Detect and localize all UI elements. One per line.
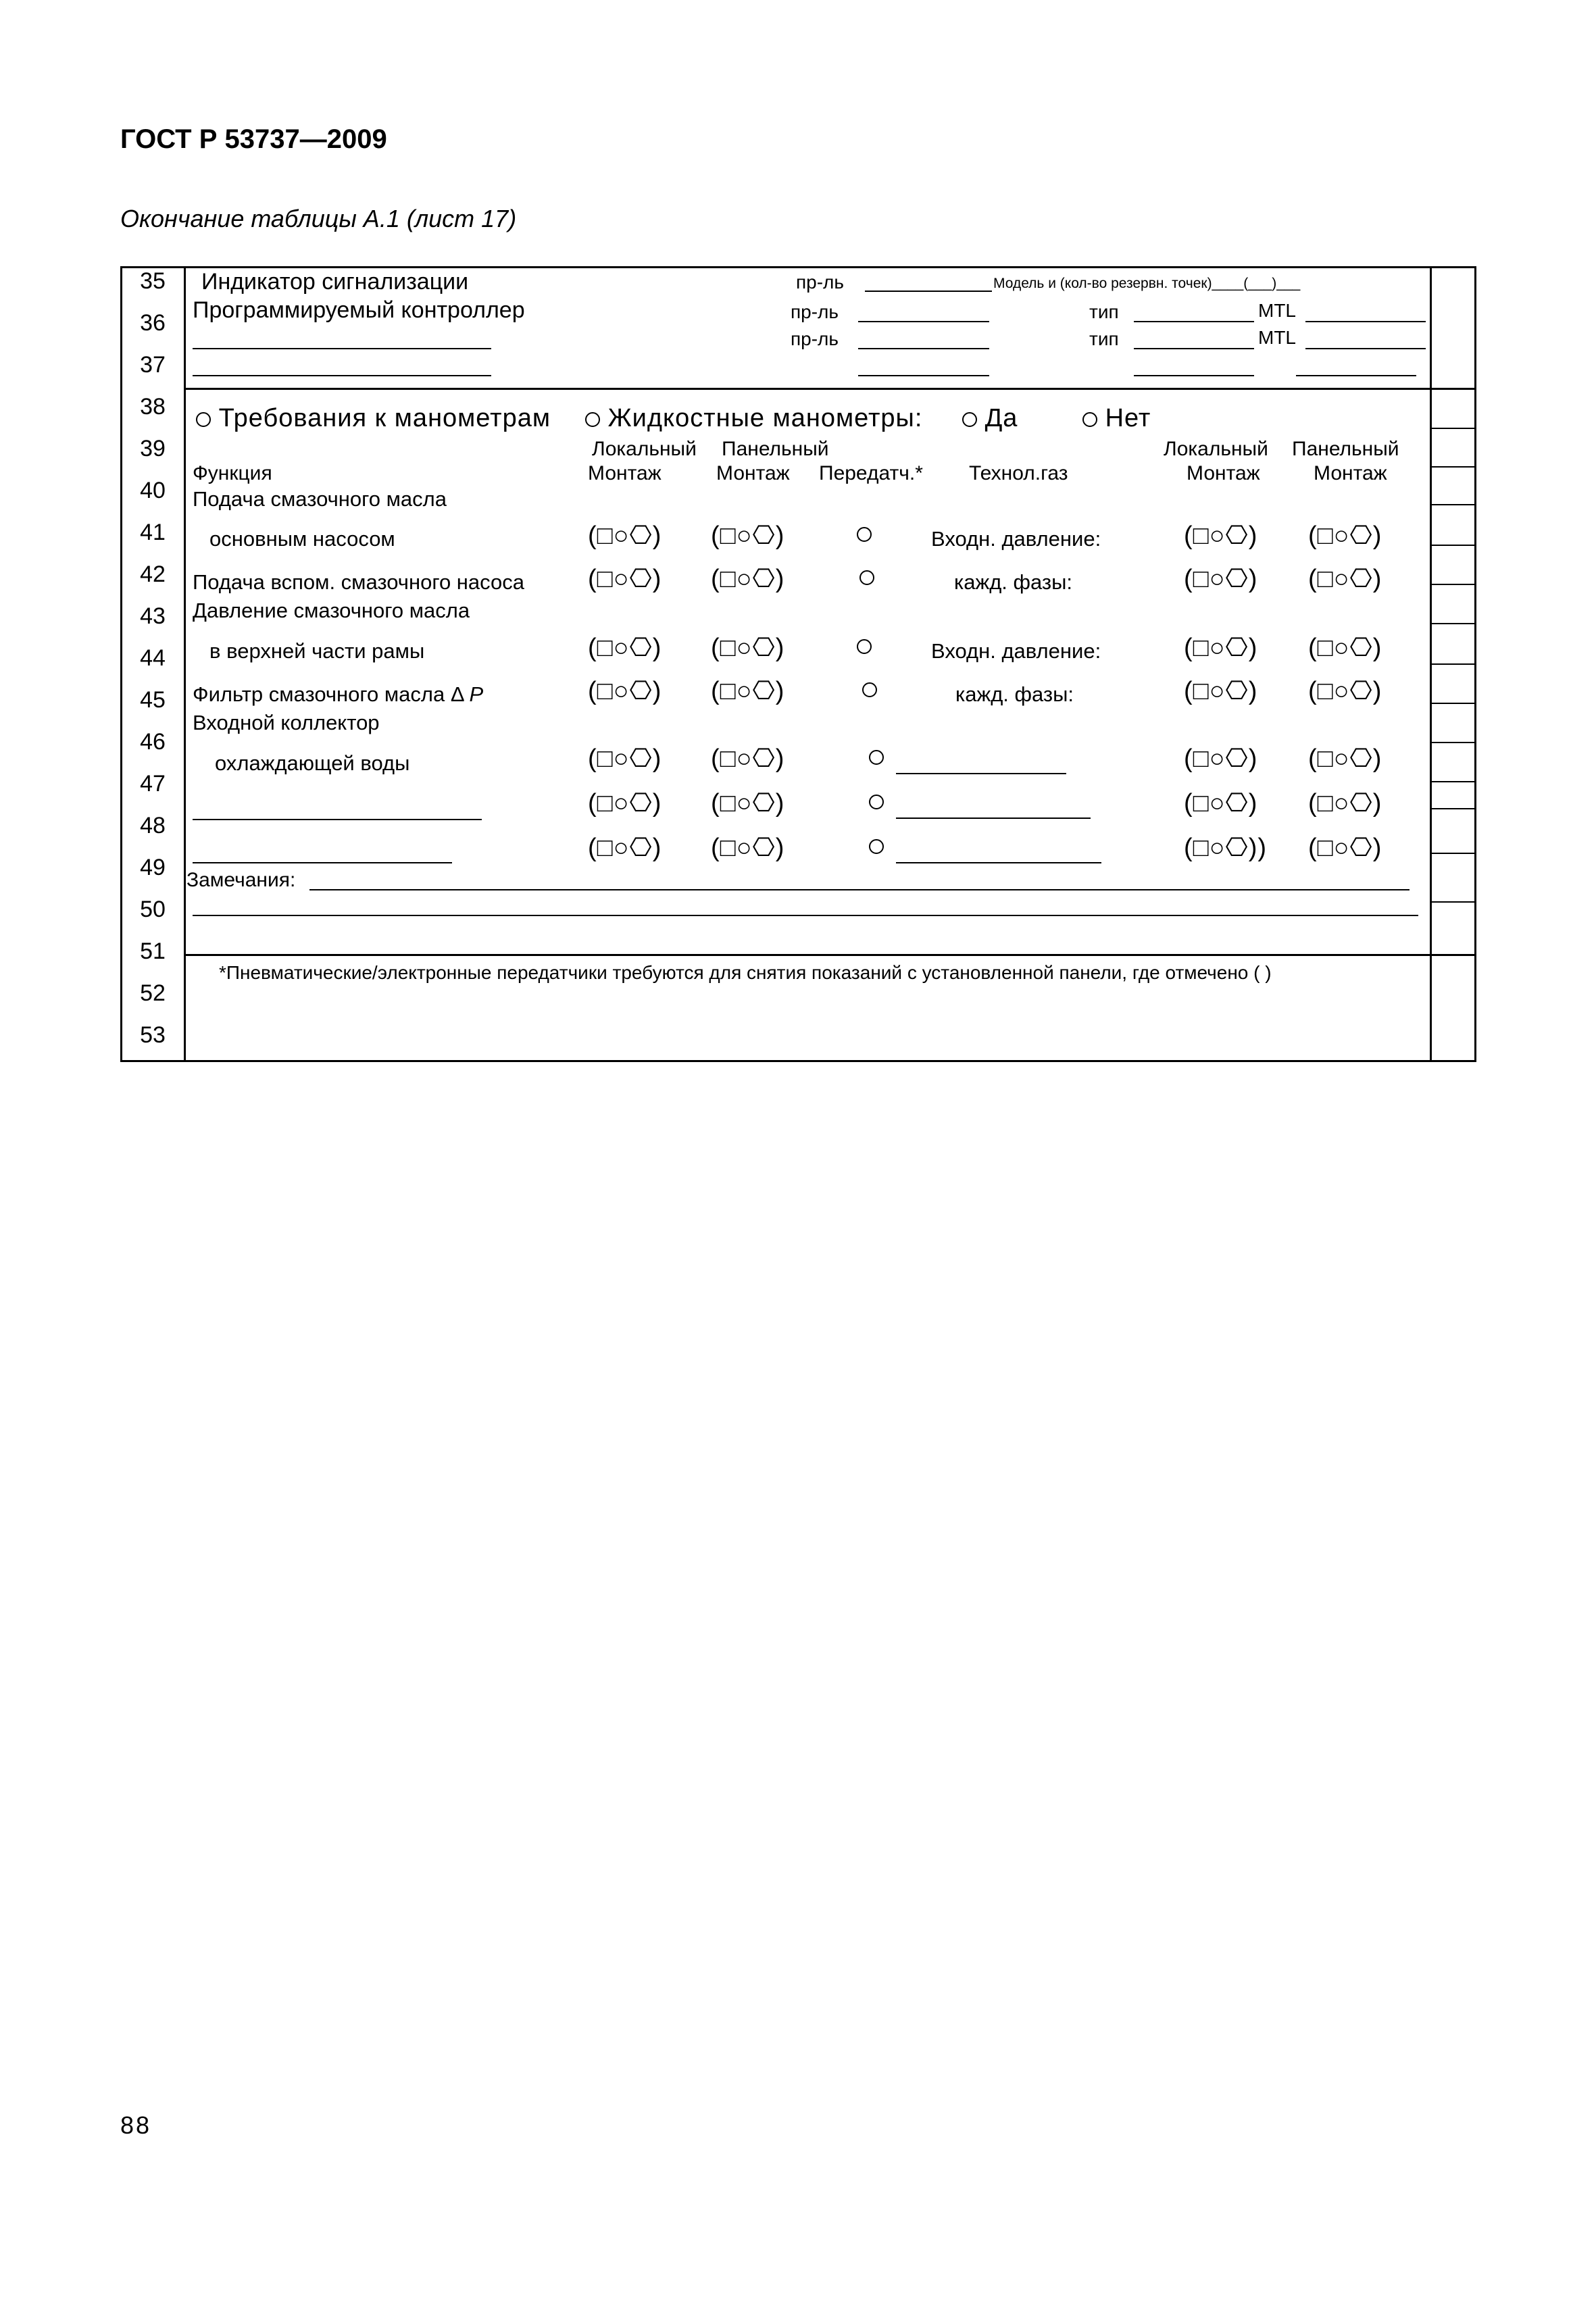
lube-filter-p: P [469,682,484,706]
blank-function-field[interactable] [193,819,482,820]
footnote: *Пневматические/электронные передатчики требуются для снятия показаний с установленной панели, где отмечено ( ) [219,962,1272,983]
top-of-frame-label: в верхней части рамы [209,639,425,663]
row-number: 50 [140,897,166,922]
type-field[interactable] [1134,321,1254,322]
blank-function-field[interactable] [193,862,452,863]
inlet-header-label: Входной коллектор [193,711,380,734]
panel-mount-symbols[interactable]: (□○⎔) [1308,789,1382,818]
row-number: 51 [140,938,166,964]
right-col-tick [1430,623,1476,624]
right-col-tick [1430,703,1476,704]
inlet-pressure-label: Входн. давление: [931,639,1101,663]
local-mount-symbols[interactable]: (□○⎔) [1184,565,1258,593]
local-mount-symbols[interactable]: (□○⎔) [588,834,662,862]
local-mount-symbols[interactable]: (□○⎔) [588,522,662,550]
gauge-requirements-label: Требования к манометрам [218,404,551,432]
mtl-field[interactable] [1305,321,1426,322]
row-number: 42 [140,561,166,587]
transmitter-radio-icon[interactable] [869,795,884,809]
row-number: 41 [140,520,166,545]
alarm-indicator-label: Индикатор сигнализации [201,269,469,295]
local-mount-symbols[interactable]: (□○⎔) [1184,745,1258,773]
form-table-frame [120,266,1476,1062]
plc-label: Программируемый контроллер [193,297,525,323]
right-col-tick [1430,584,1476,585]
transmitter-radio-icon[interactable] [859,570,874,585]
row-number: 39 [140,436,166,461]
blank-field-line[interactable] [1296,375,1416,376]
transmitter-header: Передатч.* [819,462,923,484]
type-field[interactable] [1134,348,1254,349]
right-col-tick [1430,901,1476,903]
local-mount-symbols[interactable]: (□○⎔) [1184,789,1258,818]
page-number: 88 [120,2111,152,2139]
process-gas-field[interactable] [896,862,1101,863]
local-mount-symbols[interactable]: (□○⎔) [1184,677,1258,705]
mount-header: Монтаж [716,462,790,484]
radio-icon[interactable] [1082,412,1097,427]
process-gas-header: Технол.газ [969,462,1068,484]
panel-mount-symbols[interactable]: (□○⎔) [1308,745,1382,773]
panel-mount-symbols[interactable]: (□○⎔) [711,834,785,862]
row-number: 38 [140,394,166,420]
function-header: Функция [193,462,272,484]
row-number: 35 [140,268,166,294]
row-number: 52 [140,980,166,1006]
row-number: 40 [140,478,166,503]
inlet-pressure-label: Входн. давление: [931,527,1101,551]
panel-header: Панельный [722,438,829,460]
mount-header: Монтаж [1187,462,1260,484]
mtl-field[interactable] [1305,348,1426,349]
panel-mount-symbols[interactable]: (□○⎔) [1308,522,1382,550]
panel-mount-symbols[interactable]: (□○⎔) [711,522,785,550]
local-mount-symbols[interactable]: (□○⎔) [1184,634,1258,662]
row-number: 48 [140,813,166,838]
mount-header: Монтаж [1314,462,1387,484]
local-mount-symbols[interactable]: (□○⎔) [588,677,662,705]
cooling-water-label: охлаждающей воды [215,751,410,775]
model-note: Модель и (кол-во резервн. точек)____(___)___ [993,276,1301,291]
section-divider-1 [184,388,1476,390]
panel-mount-symbols[interactable]: (□○⎔) [711,789,785,818]
right-col-tick [1430,663,1476,665]
row-number: 49 [140,855,166,880]
each-stage-label: кажд. фазы: [955,682,1074,706]
blank-field-line[interactable] [858,375,989,376]
remarks-field[interactable] [309,889,1410,890]
local-header: Локальный [592,438,697,460]
row-number: 45 [140,687,166,713]
local-header: Локальный [1164,438,1268,460]
row-number: 37 [140,352,166,378]
radio-icon[interactable] [196,412,211,427]
right-col-tick [1430,428,1476,429]
row-number: 44 [140,645,166,671]
lube-oil-supply-label: Подача смазочного масла [193,487,447,511]
local-mount-symbols[interactable]: (□○⎔) [1184,522,1258,550]
local-mount-symbols[interactable]: (□○⎔) [588,565,662,593]
aux-pump-label: Подача вспом. смазочного насоса [193,570,524,594]
manufacturer-label: пр-ль [791,301,839,322]
type-label: тип [1089,328,1119,349]
document-standard-number: ГОСТ Р 53737—2009 [120,124,387,154]
manufacturer-field[interactable] [858,321,989,322]
section-divider-2 [184,954,1476,956]
right-col-tick [1430,504,1476,505]
panel-mount-symbols[interactable]: (□○⎔) [711,634,785,662]
local-mount-symbols[interactable]: (□○⎔) [588,634,662,662]
panel-mount-symbols[interactable]: (□○⎔) [711,565,785,593]
option-no[interactable] [1082,405,1151,431]
main-pump-label: основным насосом [209,527,395,551]
no-label: Нет [1105,404,1151,432]
transmitter-radio-icon[interactable] [857,527,872,542]
radio-icon[interactable] [585,412,600,427]
yes-label: Да [984,404,1018,432]
row-number: 53 [140,1022,166,1048]
panel-mount-symbols[interactable]: (□○⎔) [711,677,785,705]
process-gas-field[interactable] [896,773,1066,774]
remarks-field[interactable] [193,915,1418,916]
process-gas-field[interactable] [896,818,1091,819]
blank-field-line[interactable] [193,348,491,349]
transmitter-radio-icon[interactable] [862,682,877,697]
blank-field-line[interactable] [1134,375,1254,376]
each-stage-label: кажд. фазы: [954,570,1073,594]
liquid-gauges-label: Жидкостные манометры: [607,404,923,432]
transmitter-radio-icon[interactable] [869,750,884,765]
blank-field-line[interactable] [193,375,491,376]
lube-filter-row [193,684,483,705]
right-col-tick [1430,781,1476,782]
row-number: 36 [140,310,166,336]
right-col-tick [1430,466,1476,468]
manufacturer-label: пр-ль [796,272,844,293]
gauge-requirements[interactable] [196,405,551,431]
liquid-gauges[interactable] [585,405,922,431]
manufacturer-label: пр-ль [791,328,839,349]
right-col-tick [1430,808,1476,809]
local-mount-symbols[interactable]: (□○⎔)) [1184,834,1268,862]
panel-mount-symbols[interactable]: (□○⎔) [1308,634,1382,662]
radio-icon[interactable] [962,412,977,427]
type-label: тип [1089,301,1119,322]
table-continuation-caption: Окончание таблицы А.1 (лист 17) [120,205,517,232]
mtl-label: MTL [1258,300,1296,321]
panel-header: Панельный [1292,438,1399,460]
right-col-tick [1430,853,1476,854]
row-number: 43 [140,603,166,629]
lube-filter-label: Фильтр смазочного масла Δ [193,682,464,706]
manufacturer-field[interactable] [858,348,989,349]
remarks-label: Замечания: [186,869,296,891]
mtl-label: MTL [1258,327,1296,348]
lube-oil-pressure-label: Давление смазочного масла [193,599,470,622]
panel-mount-symbols[interactable]: (□○⎔) [711,745,785,773]
transmitter-radio-icon[interactable] [857,639,872,654]
right-col-tick [1430,545,1476,546]
panel-mount-symbols[interactable]: (□○⎔) [1308,677,1382,705]
manufacturer-field[interactable] [865,291,992,292]
local-mount-symbols[interactable]: (□○⎔) [588,745,662,773]
local-mount-symbols[interactable]: (□○⎔) [588,789,662,818]
mount-header: Монтаж [588,462,662,484]
row-number: 47 [140,771,166,797]
panel-mount-symbols[interactable]: (□○⎔) [1308,565,1382,593]
right-col-tick [1430,742,1476,743]
option-yes[interactable] [962,405,1018,431]
panel-mount-symbols[interactable]: (□○⎔) [1308,834,1382,862]
transmitter-radio-icon[interactable] [869,839,884,854]
row-number: 46 [140,729,166,755]
